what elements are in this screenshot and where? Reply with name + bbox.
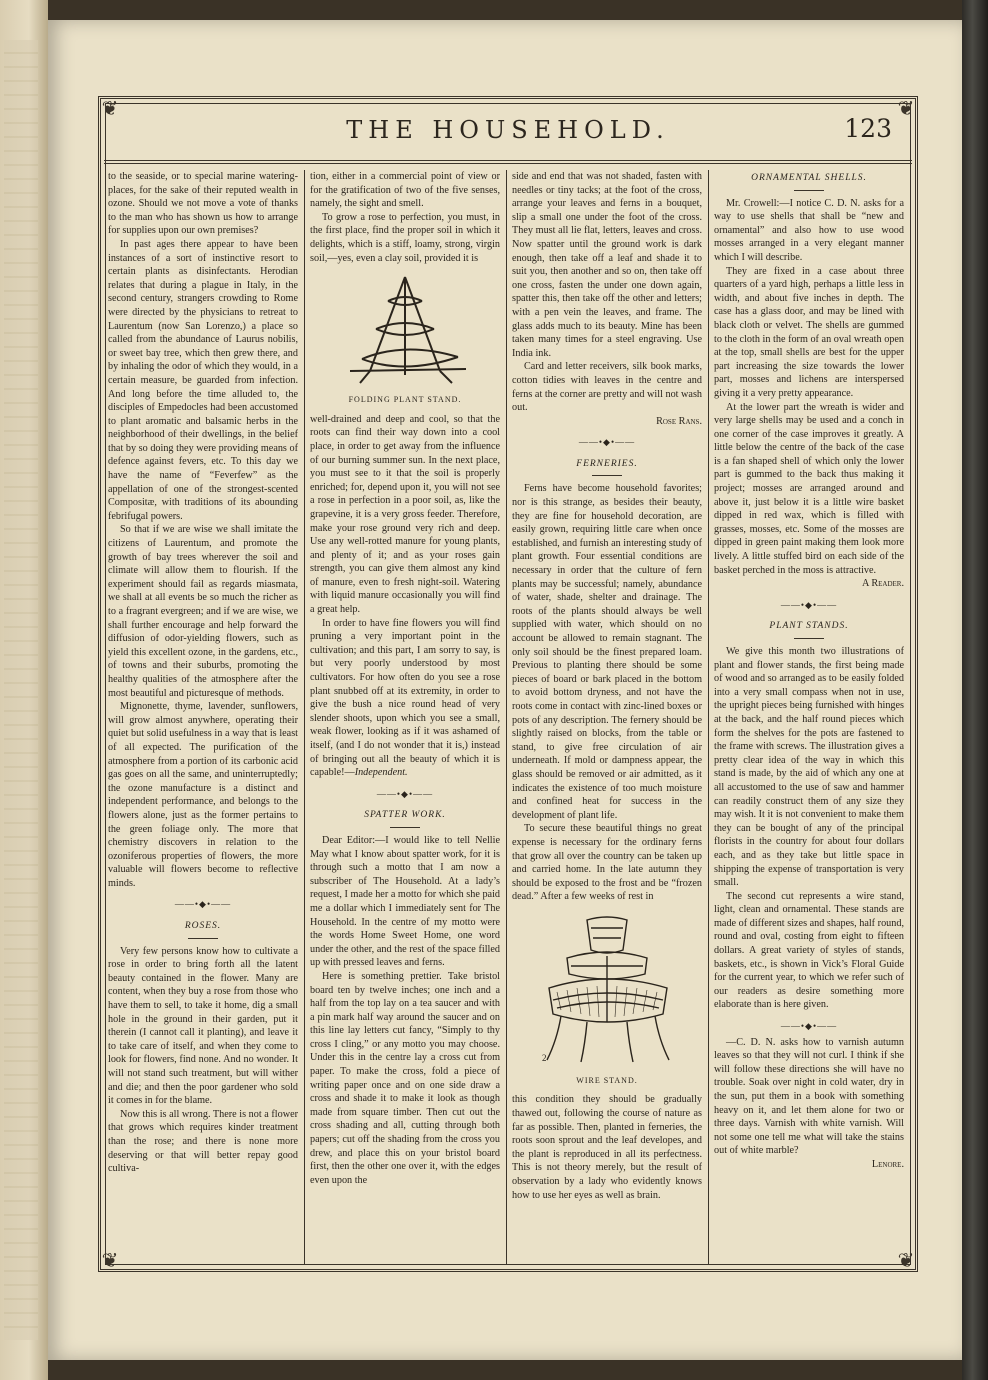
paragraph: —C. D. N. asks how to varnish autumn leaves so that they will not curl. I think if she will follow these directions she will have no trouble. Soak over night in cold water, dry in the sun, put them in a book with something heavy on it, and let them alone for two or three days. Varnish with white varnish. Will not some one tell me what will take the stains out of white marble? [714,1036,904,1157]
page-header [98,104,918,158]
section-ornament: ——•◆•—— [376,788,434,799]
column-divider [506,170,507,1264]
corner-ornament-icon: ❦ [897,96,915,120]
corner-ornament-icon: ❦ [101,96,119,120]
section-ornament: ——•◆•—— [578,437,636,448]
paragraph: We give this month two illustrations of plant and flower stands, the first being made of wood and so arranged as to be easily folded into a very small compass when not in use, the upright pieces being furnished with hinges at the back, and the half round pieces which form the shelves for the pots are fastened to the frame with screws. The illustration gives a pretty clear idea of the way in which this stand is made, by the aid of which any one at all accustomed to the use of saw and hammer can readily construct them of any size they may wish. It it is not convenient to make them they can be bought of any of the principal florists in the country for about four dollars each, and as they take but little space in shipping the expense of transportation is very small. [714,646,904,889]
folding-plant-stand-illustration [330,271,480,389]
figure-caption: WIRE STAND. [576,1075,638,1085]
column-2 [310,170,500,1264]
column-4 [714,170,904,1264]
paragraph: Very few persons know how to cultivate a rose in order to bring forth all the latent beauty contained in the flower. Many are content, when they buy a rose from those who have them to sell, to take it home, dig a small hole in the ground in their garden, put it therein (I cannot call it planting), and leave it to take care of itself, and when they come to look for flowers, find none. And no wonder. It will not stand such treatment, but will wither and die; and then the poor gardener who sold it comes in for the blame. [108,945,298,1107]
paragraph: In past ages there appear to have been instances of a sort of instinctive resort to certain plants as disinfectants. Herodian relates that during a plague in Italy, in the second century, strangers crowding to Rome were directed by the physicians to retreat to Laurentum (now San Lorenzo,) a place so called from the abundance of Laurus nobilis, or sweet bay tree, which then grew there, and by inhaling the odor of which they would, in a certain measure, be guarded from infection. And long before the time alluded to, the disciples of Empedocles had been accustomed to plant aromatic and balsamic herbs in the neighborhood of their dwellings, in the belief that by so doing they were providing means of defence against fevers, etc. To this day we have the name of “Feverfew” as the appellation of one of the strongest-scented Compositæ, with traditions of its abounding febrifugal powers. [108,238,298,522]
wire-stand-figure [512,910,702,1070]
paragraph: To grow a rose to perfection, you must, in the first place, find the proper soil in which it delights, which is a stiff, loamy, strong, virgin soil,—yes, even a clay soil, provided it is [310,211,500,264]
paragraph: side and end that was not shaded, fasten with needles or tiny tacks; at the foot of the cross, arrange your leaves and ferns in a bouquet, slip a small one under the foot of the cross. They must all lie flat, letters, leaves and cross. Now spatter until the ground work is dark enough, then take off a leaf and shade it to suit you, then another and so on, then take off one cross, fasten the under one down again, spatter this, then take off the other and letters; with a pen vein the leaves, and frame. The glass adds much to its beauty. Mine has been taken many times for a steel engraving. Use India ink. [512,171,702,359]
section-ornament: ——•◆•—— [780,1021,838,1032]
header-rule [104,160,912,161]
paragraph: Mignonette, thyme, lavender, sunflowers, will grow almost anywhere, operating their quiet but solid usefulness in a way that is least of all expected. The purification of the atmosphere from a portion of its carbonic acid gas goes on all the same, and uninterruptedly; the ozone manufacture is a distinct and independent performance, and belongs to the flowers alone, just as the former pertains to the green foliage only. The more that chemistry discovers in relation to the ozoniferous properties of flowers, the more valuable will flowers become to reflective minds. [108,701,298,889]
paragraph: this condition they should be gradually thawed out, following the course of nature as far as possible. Then, planted in ferneries, the roots soon sprout and the leaf developes, and the plant is reproduced in all its perfectness. This is not theory merely, but the result of observation by a lady who evidently knows how to use her eyes as well as brain. [512,1094,702,1201]
paragraph: Here is something prettier. Take bristol board ten by twelve inches; one inch and a half from the top lay on a tea saucer and with a pin mark half way around the saucer and on this line lay letters cut fancy, “Simply to thy cross I cling,” or any motto you may choose. Under this in the centre lay a cross cut from paper. To make the cross, fold a piece of writing paper once and on one side draw a cross and shade it to make it look as though made from square timber. Then cut out the cross shading and all, cutting through both papers; cut off the shading from the cross you drew, and place this on your bristol board first, then the other one over it, with the edges even upon the [310,970,500,1186]
paragraph: So that if we are wise we shall imitate the citizens of Laurentum, and promote the growth of bay trees wherever the soil and climate will allow them to flourish. If the experiment should fail as regards miasmata, we shall at all events be so much the richer as to a fragrant evergreen; and if we are wise, we shall further encourage and help forward the diffusion of odor-yielding flowers, such as yield this excellent ozone, in the gardens, etc., of towns and their suburbs, promoting the healthy qualities of the atmosphere after the most beautiful and picturesque of methods. [108,524,298,699]
section-ornament: ——•◆•—— [780,599,838,610]
paragraph: tion, either in a commercial point of view or for the gratification of two of the five senses, namely, the sight and smell. [310,171,500,210]
magazine-page [48,20,962,1360]
section-title-roses: ROSES. [184,921,222,932]
signature: Rose Rans. [656,415,702,427]
paragraph: At the lower part the wreath is wider and very large shells may be used and a conch in one corner of the case improves it greatly. A little below the centre of the back of the case is a fan shaped shell of which only the lower part is gummed to the back thus making it project; mosses are arranged around and above it, just below it is a little wire basket dipped in red wax, which is filled with grasses, mosses, etc. Some of the mosses are dipped in green paint making them look more lively. A little stuffed bird on each side of the basket perched in the moss is attractive. [714,401,904,576]
header-rule [104,163,912,164]
paragraph: The second cut represents a wire stand, light, clean and ornamental. These stands are made of different sizes and shapes, half round, round and oval, costing from eight to fifteen dollars. A great variety of styles of stands, baskets, etc., is shown in Vick’s Floral Guide for the current year, to which we refer such of our readers as desire something more elaborate than is here given. [714,890,904,1011]
page-number: 123 [844,114,892,143]
corner-ornament-icon: ❦ [101,1248,119,1272]
paragraph: Mr. Crowell:—I notice C. D. N. asks for a way to use shells that shall be “new and ornamental” and also how to use wood mosses arranged in a very elegant manner which I will describe. [714,197,904,263]
figure-number: 2 [542,1052,547,1063]
text-columns [108,170,908,1264]
column-divider [304,170,305,1264]
figure-caption: FOLDING PLANT STAND. [348,395,462,405]
wire-stand-illustration [527,910,687,1070]
paragraph: They are fixed in a case about three quarters of a yard high, perhaps a little less in width, and about five inches in depth. The case has a glass door, and may be lined with black cloth or velvet. The shells are gummed to the cloth in the form of an oval wreath open at the top, small shells are best for the upper part increasing the size towards the lower part, mosses and lichens are interspersed giving it a very pretty appearance. [714,265,904,399]
section-title-ornamental-shells: ORNAMENTAL SHELLS. [751,173,867,183]
source-credit: Independent. [354,767,408,779]
page-title: THE HOUSEHOLD. [346,116,670,144]
paragraph: In order to have fine flowers you will find pruning a very important point in the cultivation; and this part, I am sorry to say, is but very poorly understood by most cultivators. For how often do you see a rose plant snubbed off at its extremity, in order to give the bush a nice round head of very slender shoots, upon which you see a small, weak flower, looking as if it was ashamed of itself, (and I do not wonder that it is,) instead of bringing out all the beauty of which it is capable!—Independent. [310,617,500,779]
paragraph: Ferns have become household favorites; nor is this strange, as besides their beauty, they are fine for household decoration, are easily grown, requiring little care when once established, and furnish an interesting study of plant growth. Four essential conditions are necessary in order that the culture of fern plants may be successful; namely, abundance of water, shade, shelter and drainage. The roots of the plants should always be well supplied with water, which should on no account be allowed to remain stagnant. The only soil should be the finest prepared loam. Previous to planting there should be some pieces of board or bark placed in the bottom to avoid bottom dryness, and not have the roots come in contact with zinc-lined boxes or pots of any description. The fernery should be slightly raised on blocks, from the table or stand, to give free circulation of air underneath. If mold or dampness appear, the glass should be removed or air admitted, as it indicates the existence of too much moisture and confined heat for success in the development of plant life. [512,483,702,821]
paragraph: well-drained and deep and cool, so that the roots can find their way down into a cool place, in order to get away from the influence of our burning summer sun. In the next place, you must see to it that the soil is properly enriched; for, depend upon it, you will not see a rose in perfection in a poor soil, as, like the grapevine, it is a very gross feeder. Therefore, make your rose ground very rich and deep. Use any well-rotted manure for young plants, and plenty of it; and as your roses gain strength, you can give them almost any kind of manure, even to fresh night-soil. Watering with liquid manure occasionally you will find a great help. [310,413,500,616]
section-title-spatter-work: SPATTER WORK. [364,810,446,821]
column-3 [512,170,702,1264]
signature: A Reader. [861,578,904,590]
section-title-ferneries: FERNERIES. [576,458,638,469]
paragraph: Card and letter receivers, silk book marks, cotton tidies with leaves in the centre and ferns at the corner are pretty and will not wash out. [512,361,702,414]
column-divider [708,170,709,1264]
paragraph: to the seaside, or to special marine watering-places, for the sake of their reputed wealth in ozone. Should we not move a vote of thanks to the man who has shown us how to arrange for supplies upon our own premises? [108,171,298,237]
corner-ornament-icon: ❦ [897,1248,915,1272]
section-title-plant-stands: PLANT STANDS. [769,621,849,632]
paragraph: To secure these beautiful things no great expense is necessary for the ordinary ferns that grow all over the country can be taken up and carried home. In the late autumn they should be exposed to the frost and be “frozen dead.” After a few weeks of rest in [512,823,702,903]
paragraph: Dear Editor:—I would like to tell Nellie May what I know about spatter work, for it is through such a motto that I am now a subscriber of The Household. At a lady’s request, I made her a motto for which she paid me a dollar which I immediately sent for The Household. In the centre of my motto were the words Home Sweet Home, one word under the other, and the rest of the space filled up with pressed leaves and ferns. [310,834,500,969]
book-binding-edge [962,0,988,1380]
signature: Lenore. [871,1158,904,1170]
column-1 [108,170,298,1264]
left-page-edge [0,0,48,1380]
section-ornament: ——•◆•—— [174,899,232,910]
paragraph: Now this is all wrong. There is not a flower that grows which requires kinder treatment than the rose; and there is none more deserving or that will better repay good cultiva- [108,1108,298,1175]
